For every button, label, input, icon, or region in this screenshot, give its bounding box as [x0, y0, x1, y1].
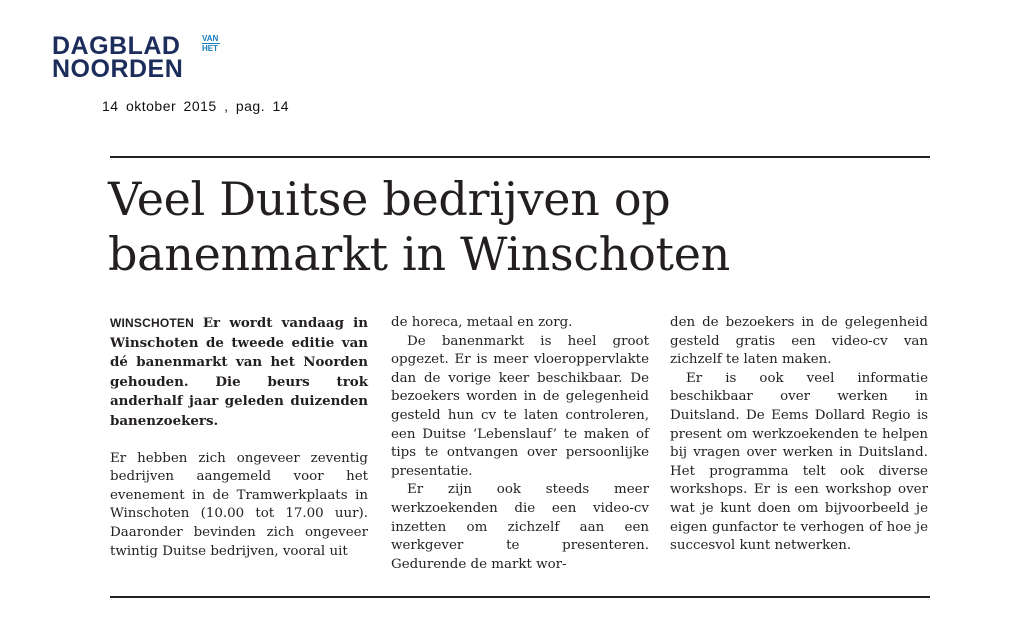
city-dateline: WINSCHOTEN	[110, 316, 194, 330]
logo-van: VAN	[202, 34, 219, 43]
logo-line-dagblad: DAGBLAD	[52, 32, 181, 60]
body-paragraph-3: Er zijn ook steeds meer werkzoekenden die een video-cv inzetten om zichzelf aan een werkgever te presenteren. Gedurende de markt wor-	[391, 482, 649, 572]
newspaper-logo	[52, 34, 242, 86]
article-headline: Veel Duitse bedrijven op banenmarkt in Winschoten	[108, 172, 730, 281]
top-divider	[110, 156, 930, 158]
publication-dateline: 14 oktober 2015 , pag. 14	[102, 98, 290, 114]
article-column-3	[670, 314, 928, 556]
article-column-2	[391, 314, 649, 574]
logo-het: HET	[202, 44, 218, 53]
body-paragraph-3-continued: den de bezoekers in de gelegenheid gesteld gratis een video-cv van zichzelf te laten maken.	[670, 315, 928, 368]
lead-paragraph	[110, 314, 368, 432]
article-column-1	[110, 314, 368, 561]
body-paragraph-2: De banenmarkt is heel groot opgezet. Er is meer vloeroppervlakte dan de vorige keer beschikbaar. De bezoekers worden in de gelegenheid gesteld hun cv te laten controleren, een Duitse ‘Lebenslauf’ te maken of tips te ontvangen over persoonlijke presentatie.	[391, 333, 649, 479]
logo-line-noorden: NOORDEN	[52, 55, 184, 83]
bottom-divider	[110, 596, 930, 598]
logo-van-het	[202, 35, 232, 53]
lead-text: Er wordt vandaag in Winschoten de tweede editie van dé banenmarkt van het Noorden gehouden. Die beurs trok anderhalf jaar geleden duizenden banenzoekers.	[110, 315, 368, 429]
body-paragraph-1-continued: de horeca, metaal en zorg.	[391, 315, 573, 330]
body-paragraph-4: Er is ook veel informatie beschikbaar over werken in Duitsland. De Eems Dollard Regio is present om werkzoekenden te helpen bij vragen over werken in Duitsland. Het programma telt ook diverse workshops. Er is een workshop over wat je kunt doen om bijvoorbeeld je eigen gunfactor te verhogen of hoe je succesvol kunt netwerken.	[670, 370, 928, 554]
body-paragraph-1: Er hebben zich ongeveer zeventig bedrijven aangemeld voor het evenement in de Tramwerkplaats in Winschoten (10.00 tot 17.00 uur). Daaronder bevinden zich ongeveer twintig Duitse bedrijven, vooral uit	[110, 450, 368, 559]
